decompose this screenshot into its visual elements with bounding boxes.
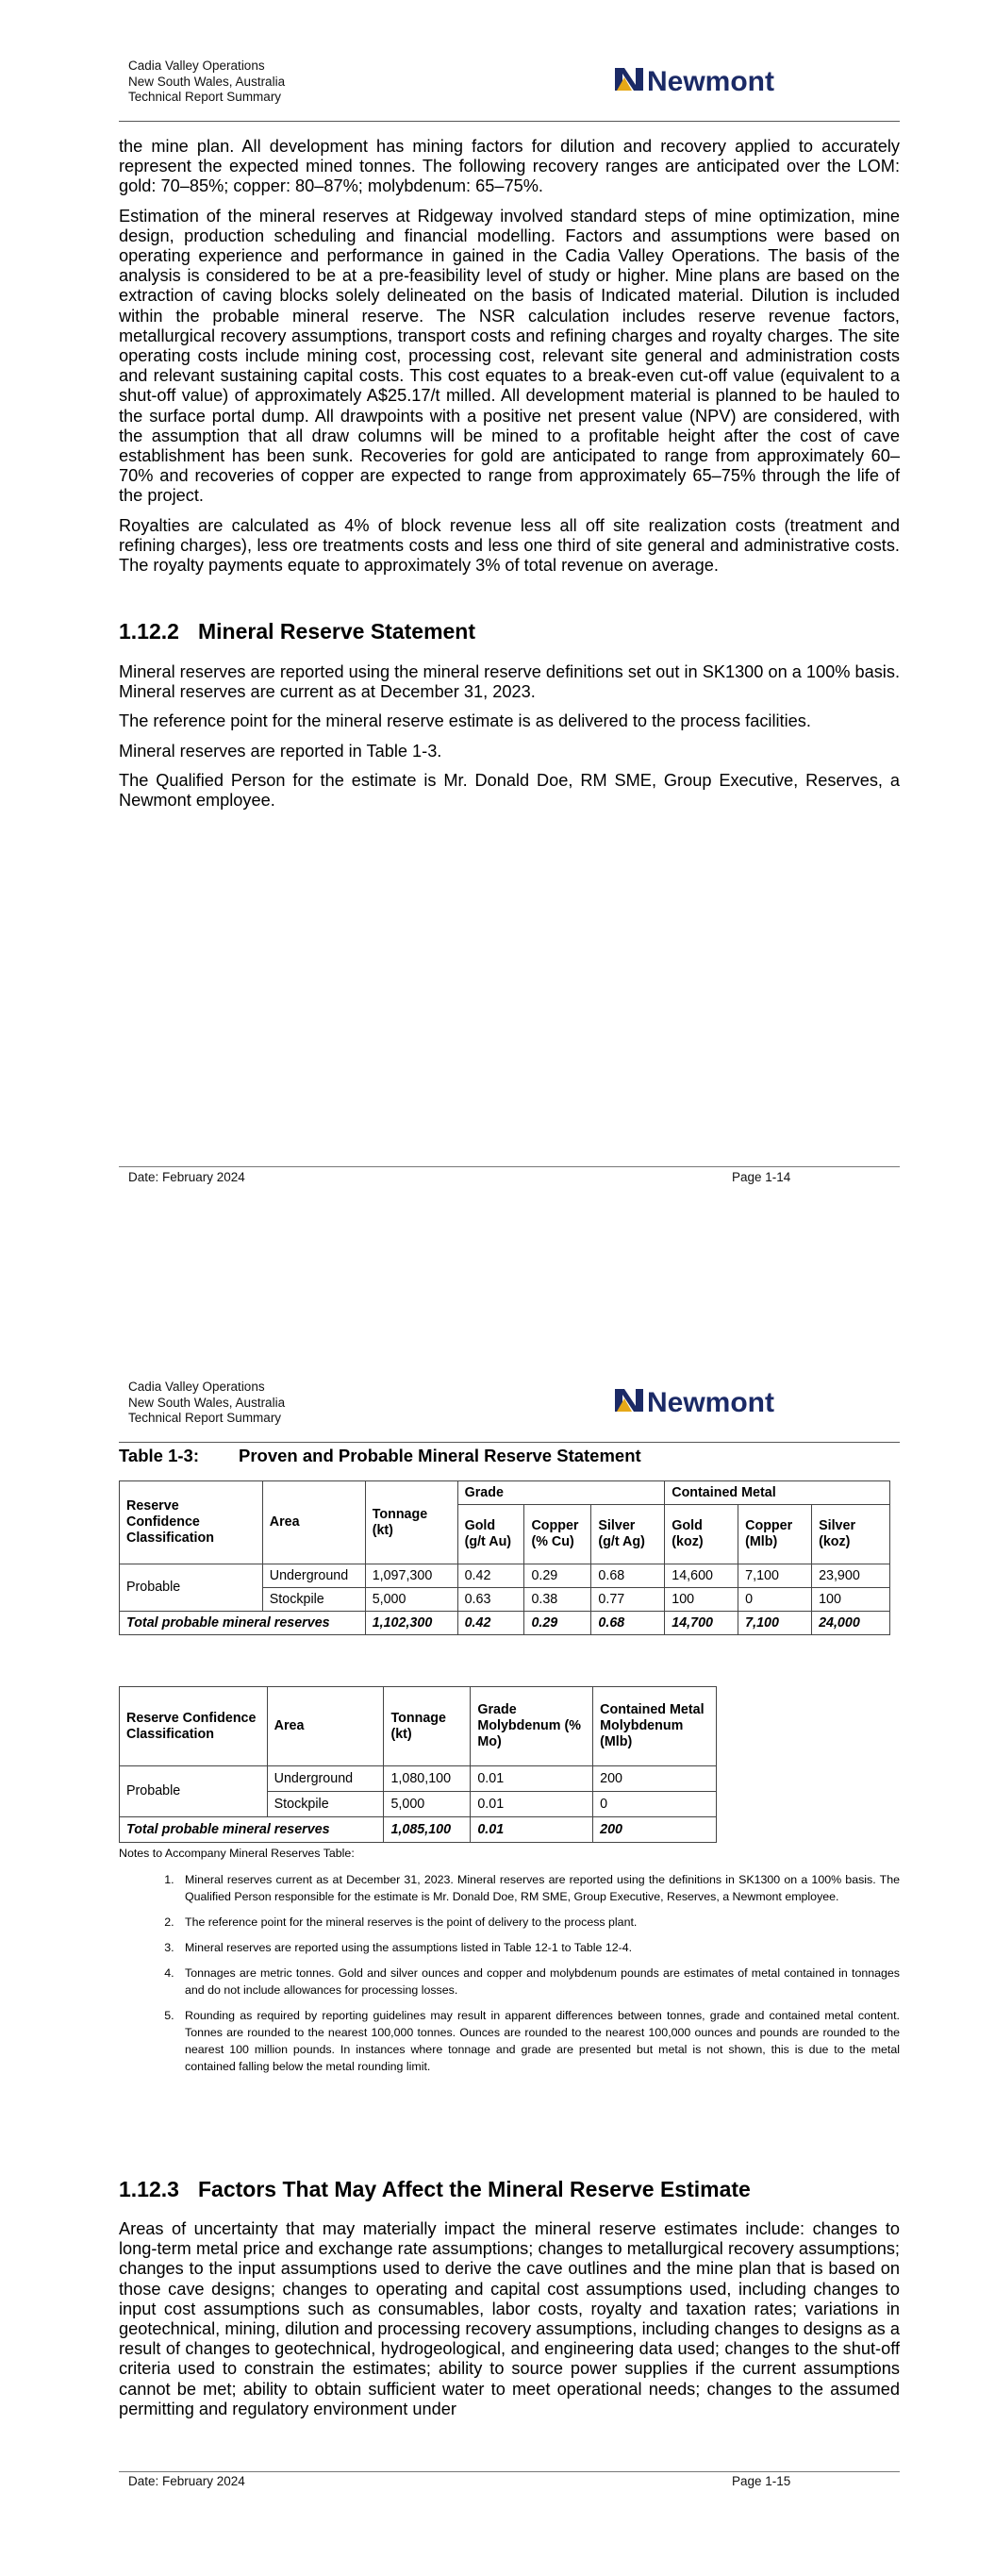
cell: 0.42 [457,1612,524,1635]
header-tonnage: Tonnage (kt) [384,1687,471,1766]
table-caption [119,1446,641,1466]
logo-wordmark: Newmont [647,66,774,97]
footer-page-number: Page 1-14 [732,1170,791,1184]
header-tonnage: Tonnage (kt) [365,1481,457,1564]
newmont-logo [613,60,783,98]
note-item: 5. Rounding as required by reporting guidelines may result in apparent differences between tonnes, grade and contained metal content. Tonnes are rounded to the nearest 100,000 tonnes. Ounces are rounded to the nearest 100,000 ounces and pounds are rounded to the nearest 100 million pounds. In instances where tonnage and grade are presented but metal is not shown, this is due to the metal contained falling below the metal rounding limit. [177,2007,900,2075]
cell: 200 [593,1817,717,1843]
section-title: Factors That May Affect the Mineral Reserve Estimate [198,2177,751,2201]
page-2 [0,1321,995,2576]
cell: Stockpile [262,1588,365,1612]
header-rule [119,121,900,122]
section-heading [119,2177,751,2202]
total-label: Total probable mineral reserves [120,1612,366,1635]
table-title: Proven and Probable Mineral Reserve Statement [239,1446,641,1465]
note-item: 3. Mineral reserves are reported using the assumptions listed in Table 12-1 to Table 12-4. [177,1939,900,1956]
cell: 0.42 [457,1564,524,1588]
footer-rule [119,1166,900,1167]
cell: 0 [738,1588,812,1612]
cell: 1,085,100 [384,1817,471,1843]
page-1 [0,0,995,1255]
footer-date: Date: February 2024 [128,1170,245,1184]
page-header [128,1380,285,1427]
header-grade: Grade [457,1481,665,1505]
paragraph: Mineral reserves are reported in Table 1-3. [119,741,442,761]
header-silver-grade: Silver (g/t Ag) [591,1505,665,1564]
cell: Underground [267,1766,384,1792]
total-row [120,1612,890,1635]
section-heading [119,619,475,644]
footer-date: Date: February 2024 [128,2474,245,2488]
cell: 0.01 [471,1817,593,1843]
header-gold-grade: Gold (g/t Au) [457,1505,524,1564]
total-label: Total probable mineral reserves [120,1817,384,1843]
paragraph: The Qualified Person for the estimate is Mr. Donald Doe, RM SME, Group Executive, Reserves, a Newmont employee. [119,770,900,811]
footer-page-number: Page 1-15 [732,2474,791,2488]
reserve-table-molybdenum [119,1686,717,1843]
cell: 24,000 [812,1612,890,1635]
header-area: Area [262,1481,365,1564]
header-line-1: Cadia Valley Operations [128,1380,265,1394]
cell: 1,097,300 [365,1564,457,1588]
cell: 0.77 [591,1588,665,1612]
notes-heading: Notes to Accompany Mineral Reserves Table: [119,1847,355,1860]
note-item: 1. Mineral reserves current as at December 31, 2023. Mineral reserves are reported using the definitions in SK1300 on a 100% basis. The Qualified Person responsible for the estimate is Mr. Donald Doe, RM SME, Group Executive, Reserves, a Newmont employee. [177,1871,900,1905]
header-line-1: Cadia Valley Operations [128,59,265,73]
cell: 5,000 [365,1588,457,1612]
section-body [119,662,900,820]
header-gold-metal: Gold (koz) [665,1505,738,1564]
cell: 0 [593,1792,717,1817]
cell: 23,900 [812,1564,890,1588]
cell: 0.38 [524,1588,591,1612]
cell: 0.29 [524,1612,591,1635]
paragraph: The reference point for the mineral reserve estimate is as delivered to the process facilities. [119,711,811,731]
cell: 0.63 [457,1588,524,1612]
header-rule [119,1442,900,1443]
page-header [128,59,285,106]
cell: 200 [593,1766,717,1792]
header-copper-metal: Copper (Mlb) [738,1505,812,1564]
reserve-table-main [119,1480,890,1635]
cell: Underground [262,1564,365,1588]
classification-cell: Probable [120,1564,263,1612]
cell: 14,600 [665,1564,738,1588]
table-row [120,1766,717,1792]
cell: 14,700 [665,1612,738,1635]
section-number: 1.12.2 [119,619,179,644]
logo-wordmark: Newmont [647,1387,774,1418]
header-grade-molybdenum: Grade Molybdenum (% Mo) [471,1687,593,1766]
cell: 0.68 [591,1564,665,1588]
header-line-3: Technical Report Summary [128,1411,282,1425]
cell: 100 [812,1588,890,1612]
cell: 1,080,100 [384,1766,471,1792]
cell: 5,000 [384,1792,471,1817]
cell: 7,100 [738,1612,812,1635]
note-item: 4. Tonnages are metric tonnes. Gold and silver ounces and copper and molybdenum pounds are estimates of metal contained in tonnages and do not include allowances for processing losses. [177,1965,900,1999]
header-contained-metal: Contained Metal [665,1481,890,1505]
header-line-3: Technical Report Summary [128,90,282,104]
table-number: Table 1-3: [119,1446,199,1465]
table-row [120,1564,890,1588]
header-silver-metal: Silver (koz) [812,1505,890,1564]
classification-cell: Probable [120,1766,268,1817]
page-1-body [119,137,900,585]
paragraph: Royalties are calculated as 4% of block revenue less all off site realization costs (treatment and refining charges), less ore treatments costs and less one third of site general and administrative costs. The royalty payments equate to approximately 3% of total revenue on average. [119,515,900,576]
cell: 0.29 [524,1564,591,1588]
cell: 0.01 [471,1792,593,1817]
paragraph: Mineral reserves are reported using the mineral reserve definitions set out in SK1300 on a 100% basis. Mineral reserves are current as at December 31, 2023. [119,662,900,702]
newmont-logo [613,1381,783,1419]
cell: 1,102,300 [365,1612,457,1635]
paragraph: Areas of uncertainty that may materially impact the mineral reserve estimates include: changes to long-term metal price and exchange rate assumptions; changes to metallurgical recovery assumptions; changes to the input assumptions used to derive the cave outlines and the mine plan that is based on those cave designs; changes to operating and capital cost assumptions used, including changes to input cost assumptions such as consumables, labor costs, royalty and taxation rates; variations in geotechnical, mining, dilution and processing recovery assumptions, including changes to designs as a result of changes to geotechnical, hydrogeological, and engineering data used; changes to the shut-off criteria used to constrain the estimates; ability to source power supplies if the current assumptions cannot be met; ability to obtain sufficient water to meet operational needs; changes to the assumed permitting and regulatory environment under [119,2219,900,2418]
header-contained-molybdenum: Contained Metal Molybdenum (Mlb) [593,1687,717,1766]
cell: Stockpile [267,1792,384,1817]
cell: 100 [665,1588,738,1612]
note-item: 2. The reference point for the mineral reserves is the point of delivery to the process plant. [177,1914,900,1931]
header-area: Area [267,1687,384,1766]
cell: 7,100 [738,1564,812,1588]
cell: 0.68 [591,1612,665,1635]
section-number: 1.12.3 [119,2177,179,2201]
paragraph: the mine plan. All development has mining factors for dilution and recovery applied to accurately represent the expected mined tonnes. The following recovery ranges are anticipated over the LOM: gold: 70–85%; copper: 80–87%; molybdenum: 65–75%. [119,137,900,196]
paragraph: Estimation of the mineral reserves at Ridgeway involved standard steps of mine optimization, mine design, production scheduling and financial modelling. Factors and assumptions were based on operating experience and performance in gained in the Cadia Valley Operations. The basis of the analysis is considered to be at a pre-feasibility level of study or higher. Mine plans are based on the extraction of caving blocks solely delineated on the basis of Indicated material. Dilution is included within the probable mineral reserve. The NSR calculation includes reserve revenue factors, metallurgical recovery assumptions, transport costs and refining charges and royalty charges. The site operating costs include mining cost, processing cost, relevant site general and administration costs and relevant sustaining capital costs. This cost equates to a break-even cut-off value (equivalent to a shut-off value) of approximately A$25.17/t milled. All development material is planned to be hauled to the surface portal dump. All drawpoints with a positive net present value (NPV) are considered, with the assumption that all draw columns will be mined to a profitable height after the cost of cave establishment has been sunk. Recoveries for gold are anticipated to range from approximately 60–70% and recoveries of copper are expected to range from approximately 65–75% through the life of the project. [119,206,900,506]
header-line-2: New South Wales, Australia [128,1395,286,1410]
section-body [119,2219,900,2429]
header-classification: Reserve Confidence Classification [120,1481,263,1564]
table-notes [119,1845,900,2083]
header-copper-grade: Copper (% Cu) [524,1505,591,1564]
total-row [120,1817,717,1843]
header-classification: Reserve Confidence Classification [120,1687,268,1766]
section-title: Mineral Reserve Statement [198,619,476,644]
cell: 0.01 [471,1766,593,1792]
footer-rule [119,2471,900,2472]
header-line-2: New South Wales, Australia [128,74,286,89]
